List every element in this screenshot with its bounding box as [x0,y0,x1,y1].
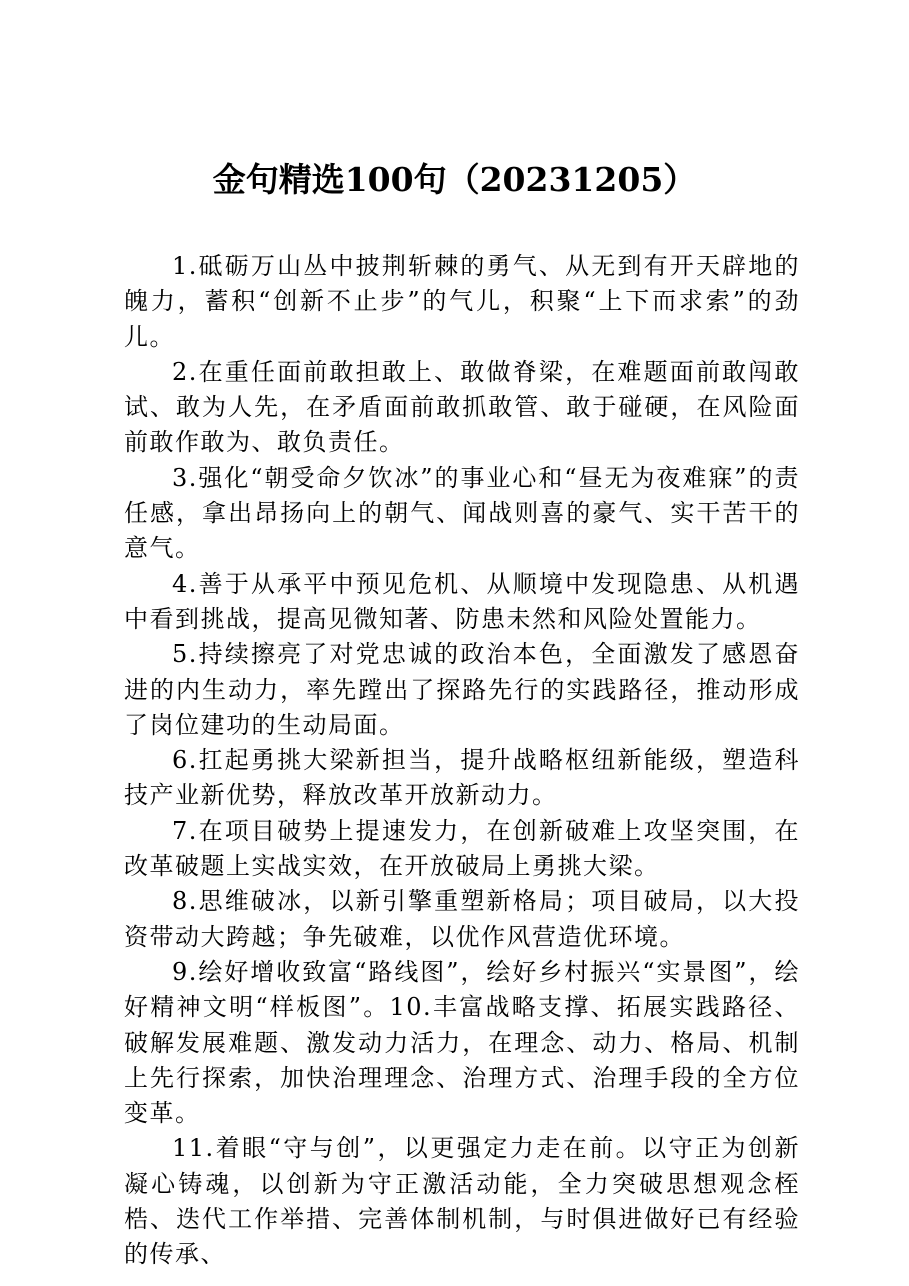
paragraph-9: 9.绘好增收致富“路线图”，绘好乡村振兴“实景图”，绘好精神文明“样板图”。10.丰富战略支撑、拓展实践路径、破解发展难题、激发动力活力，在理念、动力、格局、机制上先行探索，加快治理理念、治理方式、治理手段的全方位变革。 [124,957,800,1128]
document-body [124,249,800,1273]
paragraph-8: 8.思维破冰，以新引擎重塑新格局；项目破局，以大投资带动大跨越；争先破难，以优作风营造优环境。 [124,887,800,951]
paragraph-10: 11.着眼“守与创”，以更强定力走在前。以守正为创新凝心铸魂，以创新为守正激活动能，全力突破思想观念桎梏、迭代工作举措、完善体制机制，与时俱进做好已有经验的传承、 [124,1134,800,1269]
paragraph-7: 7.在项目破势上提速发力，在创新破难上攻坚突围，在改革破题上实战实效，在开放破局上勇挑大梁。 [124,816,800,881]
paragraph-4: 4.善于从承平中预见危机、从顺境中发现隐患、从机遇中看到挑战，提高见微知著、防患未然和风险处置能力。 [124,569,800,633]
paragraph-6: 6.扛起勇挑大梁新担当，提升战略枢纽新能级，塑造科技产业新优势，释放改革开放新动力。 [124,746,800,810]
paragraph-1: 1.砥砺万山丛中披荆斩棘的勇气、从无到有开天辟地的魄力，蓄积“创新不止步”的气儿，积聚“上下而求索”的劲儿。 [124,252,800,351]
paragraph-5: 5.持续擦亮了对党忠诚的政治本色，全面激发了感恩奋进的内生动力，率先蹚出了探路先行的实践路径，推动形成了岗位建功的生动局面。 [124,640,800,739]
paragraph-3: 3.强化“朝受命夕饮冰”的事业心和“昼无为夜难寐”的责任感，拿出昂扬向上的朝气、闻战则喜的豪气、实干苦干的意气。 [124,463,800,563]
paragraph-2: 2.在重任面前敢担敢上、敢做脊梁，在难题面前敢闯敢试、敢为人先，在矛盾面前敢抓敢管、敢于碰硬，在风险面前敢作敢为、敢负责任。 [124,357,800,457]
document-title: 金句精选100句（20231205） [212,160,697,199]
